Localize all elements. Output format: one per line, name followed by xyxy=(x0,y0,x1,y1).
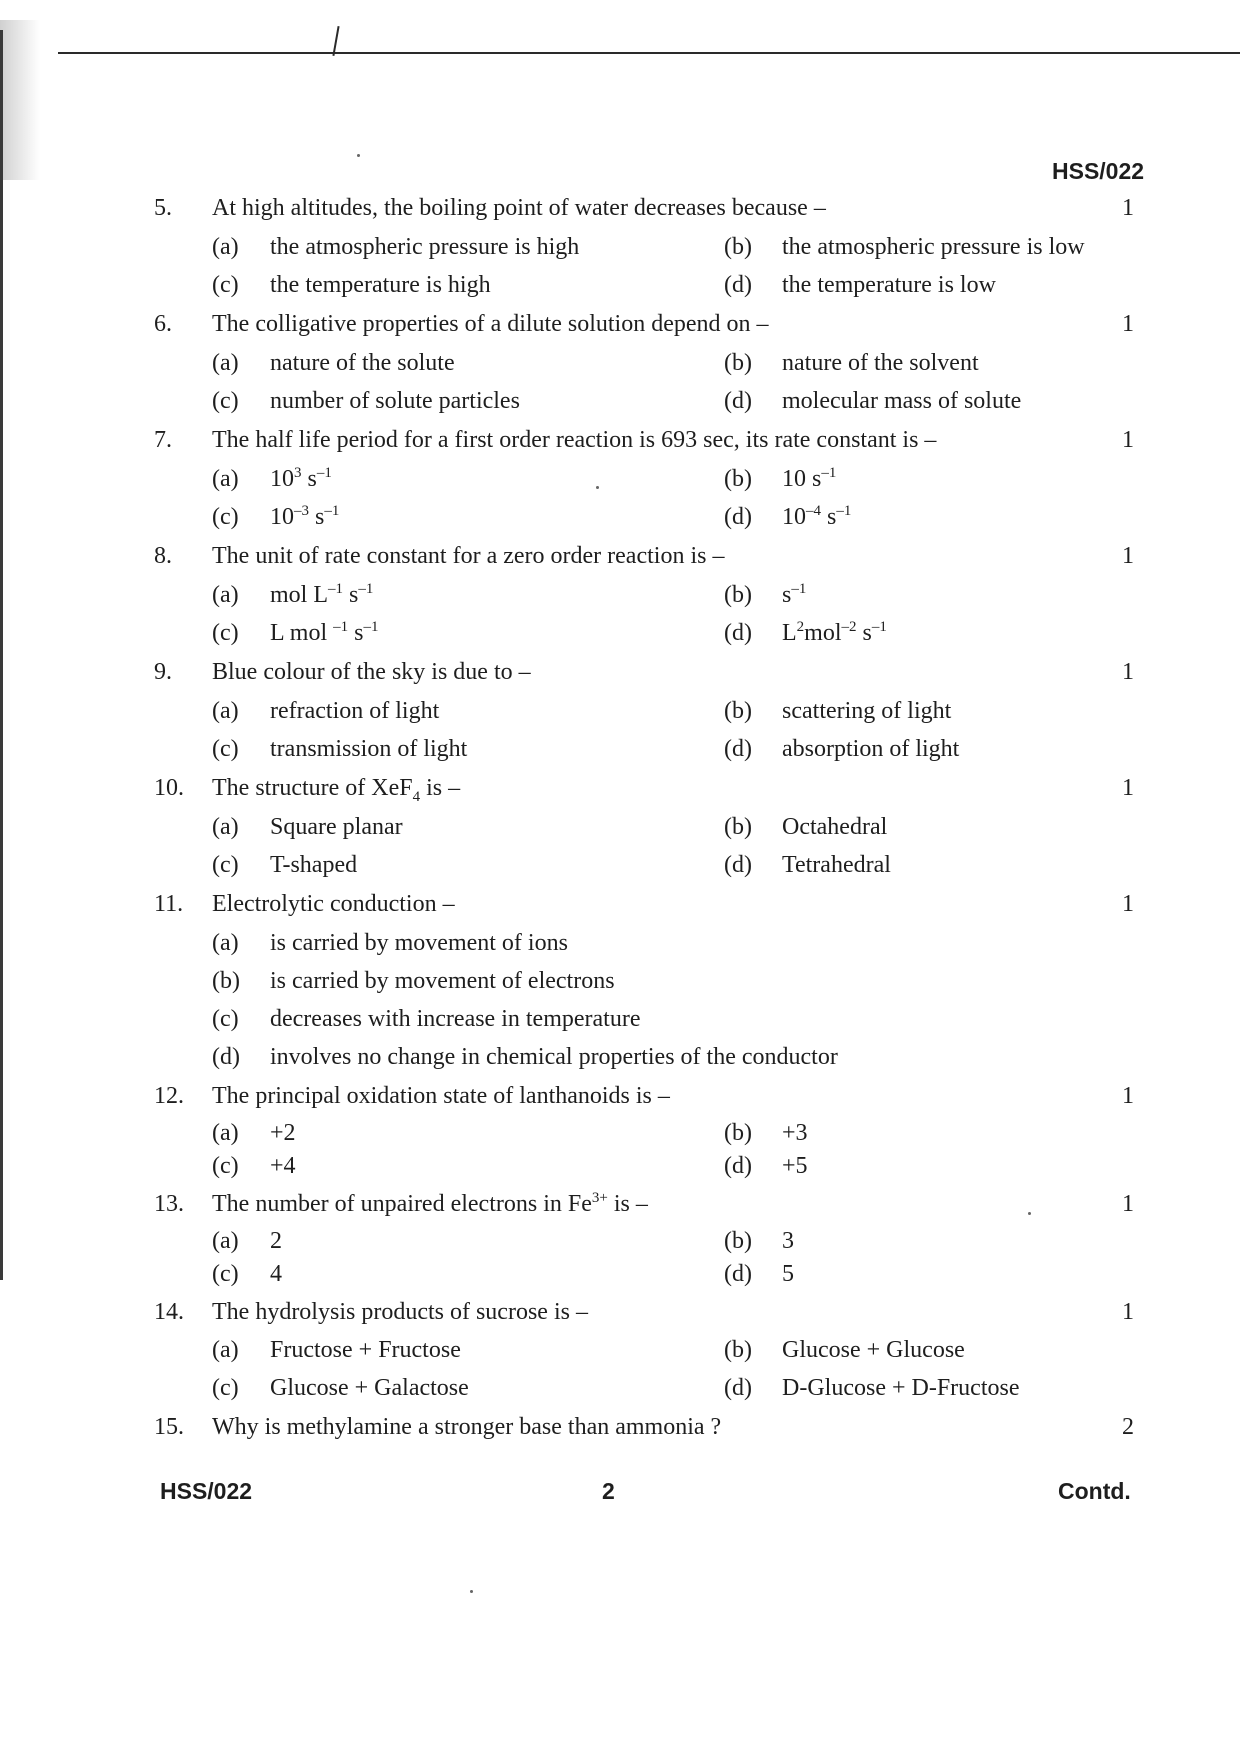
option-label: (a) xyxy=(212,930,239,956)
option-label: (d) xyxy=(724,272,752,298)
option-formula: 10 $s^{-1}$ xyxy=(782,465,837,492)
question-marks: 1 xyxy=(1122,1299,1134,1325)
option-text: D-Glucose + D-Fructose xyxy=(782,1375,1020,1401)
option-label: (d) xyxy=(724,620,752,646)
question-number: 10. xyxy=(154,775,184,801)
option-label: (c) xyxy=(212,736,239,762)
option-text: Glucose + Glucose xyxy=(782,1337,965,1363)
option-text: refraction of light xyxy=(270,698,440,724)
option-text: +5 xyxy=(782,1153,808,1179)
option-label: (b) xyxy=(724,234,752,260)
option-label: (b) xyxy=(724,814,752,840)
question-marks: 1 xyxy=(1122,427,1134,453)
option-text: Glucose + Galactose xyxy=(270,1375,469,1401)
question-number: 15. xyxy=(154,1414,184,1440)
question-marks: 1 xyxy=(1122,1191,1134,1217)
footer-paper-code: HSS/022 xyxy=(160,1478,253,1504)
question-text: Why is methylamine a stronger base than ammonia ? xyxy=(212,1414,722,1440)
option-text: 4 xyxy=(270,1261,282,1287)
question-text: The colligative properties of a dilute solution depend on – xyxy=(212,311,769,337)
top-rule xyxy=(58,52,1240,54)
option-label: (d) xyxy=(212,1044,240,1070)
option-label: (c) xyxy=(212,1153,239,1179)
question-text: The number of unpaired electrons in $Fe^{3+}$ is – xyxy=(212,1190,648,1217)
question-marks: 1 xyxy=(1122,775,1134,801)
question-text: The unit of rate constant for a zero order reaction is – xyxy=(212,543,725,569)
option-formula: mol $L^{-1}$ $s^{-1}$ xyxy=(270,581,374,608)
option-text: Tetrahedral xyxy=(782,852,891,878)
option-label: (a) xyxy=(212,350,239,376)
option-label: (d) xyxy=(724,1375,752,1401)
option-label: (c) xyxy=(212,504,239,530)
option-label: (b) xyxy=(724,1120,752,1146)
page-number: 2 xyxy=(602,1478,615,1504)
question-number: 6. xyxy=(154,311,172,337)
option-text: transmission of light xyxy=(270,736,468,762)
option-text: 2 xyxy=(270,1228,282,1254)
option-label: (a) xyxy=(212,466,239,492)
option-formula: L mol $^{-1}$ $s^{-1}$ xyxy=(270,619,379,646)
option-text: Fructose + Fructose xyxy=(270,1337,461,1363)
question-number: 12. xyxy=(154,1083,184,1109)
scan-speck xyxy=(1028,1212,1031,1215)
option-text: 3 xyxy=(782,1228,794,1254)
option-text: +2 xyxy=(270,1120,296,1146)
option-text: +3 xyxy=(782,1120,808,1146)
option-label: (c) xyxy=(212,1006,239,1032)
option-label: (d) xyxy=(724,1261,752,1287)
option-text: is carried by movement of ions xyxy=(270,930,568,956)
option-label: (d) xyxy=(724,388,752,414)
option-label: (d) xyxy=(724,504,752,530)
question-number: 5. xyxy=(154,195,172,221)
continued-label: Contd. xyxy=(1058,1478,1131,1504)
option-label: (a) xyxy=(212,698,239,724)
option-label: (d) xyxy=(724,1153,752,1179)
option-text: 5 xyxy=(782,1261,794,1287)
question-marks: 1 xyxy=(1122,891,1134,917)
question-text: Blue colour of the sky is due to – xyxy=(212,659,531,685)
option-formula: $10^{-4}$ $s^{-1}$ xyxy=(782,503,852,530)
option-label: (b) xyxy=(212,968,240,994)
option-text: nature of the solute xyxy=(270,350,455,376)
option-label: (b) xyxy=(724,698,752,724)
option-formula: $10^3$ $s^{-1}$ xyxy=(270,465,332,492)
question-number: 11. xyxy=(154,891,184,917)
question-marks: 1 xyxy=(1122,311,1134,337)
option-text: absorption of light xyxy=(782,736,960,762)
option-text: involves no change in chemical properties of the conductor xyxy=(270,1044,838,1070)
option-label: (c) xyxy=(212,1375,239,1401)
option-text: the temperature is low xyxy=(782,272,996,298)
option-text: the atmospheric pressure is high xyxy=(270,234,580,260)
option-label: (c) xyxy=(212,1261,239,1287)
question-text: The half life period for a first order reaction is 693 sec, its rate constant is – xyxy=(212,427,937,453)
option-text: +4 xyxy=(270,1153,296,1179)
option-text: molecular mass of solute xyxy=(782,388,1022,414)
question-number: 8. xyxy=(154,543,172,569)
option-label: (b) xyxy=(724,582,752,608)
question-marks: 1 xyxy=(1122,195,1134,221)
question-number: 9. xyxy=(154,659,172,685)
question-text: Electrolytic conduction – xyxy=(212,891,455,917)
question-marks: 1 xyxy=(1122,543,1134,569)
option-label: (b) xyxy=(724,350,752,376)
option-formula: $s^{-1}$ xyxy=(782,581,807,608)
question-marks: 2 xyxy=(1122,1414,1134,1440)
scan-edge-line xyxy=(0,30,3,1280)
option-label: (c) xyxy=(212,620,239,646)
scan-shadow xyxy=(0,20,40,180)
question-number: 7. xyxy=(154,427,172,453)
option-label: (c) xyxy=(212,272,239,298)
option-text: T-shaped xyxy=(270,852,358,878)
option-label: (d) xyxy=(724,852,752,878)
option-formula: $10^{-3}$ $s^{-1}$ xyxy=(270,503,340,530)
option-label: (c) xyxy=(212,852,239,878)
option-label: (a) xyxy=(212,1337,239,1363)
option-text: number of solute particles xyxy=(270,388,520,414)
option-text: scattering of light xyxy=(782,698,952,724)
question-text: The principal oxidation state of lanthanoids is – xyxy=(212,1083,670,1109)
option-label: (c) xyxy=(212,388,239,414)
question-number: 14. xyxy=(154,1299,184,1325)
option-text: Square planar xyxy=(270,814,403,840)
option-text: the temperature is high xyxy=(270,272,491,298)
option-text: Octahedral xyxy=(782,814,888,840)
scan-speck xyxy=(470,1590,473,1593)
option-label: (a) xyxy=(212,1120,239,1146)
option-label: (d) xyxy=(724,736,752,762)
question-text: The hydrolysis products of sucrose is – xyxy=(212,1299,588,1325)
scan-speck xyxy=(357,154,360,157)
header-paper-code: HSS/022 xyxy=(1052,158,1145,184)
question-text: At high altitudes, the boiling point of water decreases because – xyxy=(212,195,826,221)
scan-speck xyxy=(596,486,599,489)
option-label: (b) xyxy=(724,466,752,492)
option-label: (b) xyxy=(724,1228,752,1254)
option-formula: $L^2mol^{-2}$ $s^{-1}$ xyxy=(782,619,887,646)
option-label: (a) xyxy=(212,234,239,260)
question-text: The structure of XeF$_4$ is – xyxy=(212,775,461,805)
option-label: (a) xyxy=(212,582,239,608)
option-text: the atmospheric pressure is low xyxy=(782,234,1085,260)
question-marks: 1 xyxy=(1122,659,1134,685)
option-text: decreases with increase in temperature xyxy=(270,1006,641,1032)
option-label: (a) xyxy=(212,814,239,840)
option-text: is carried by movement of electrons xyxy=(270,968,615,994)
option-text: nature of the solvent xyxy=(782,350,979,376)
option-label: (b) xyxy=(724,1337,752,1363)
question-marks: 1 xyxy=(1122,1083,1134,1109)
option-label: (a) xyxy=(212,1228,239,1254)
question-number: 13. xyxy=(154,1191,184,1217)
